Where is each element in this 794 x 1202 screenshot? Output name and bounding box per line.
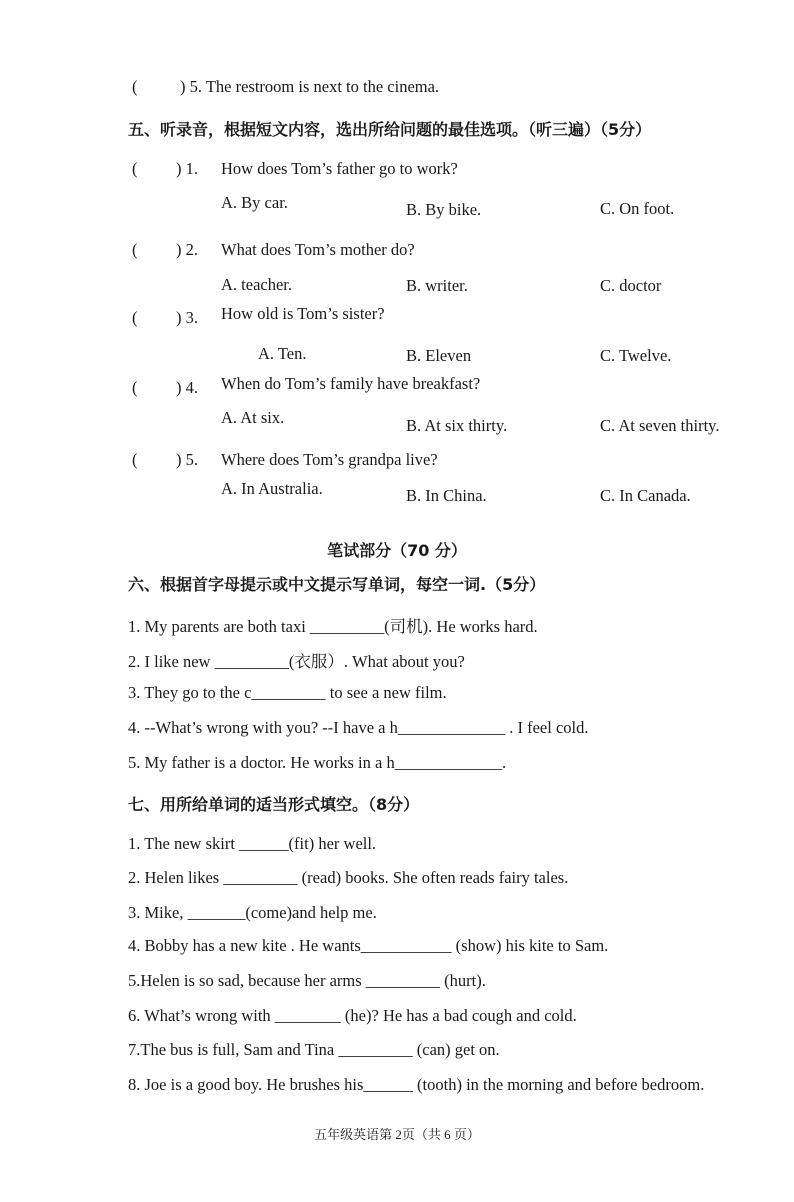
s7-item-5: 5.Helen is so sad, because her arms _________ (hurt).	[128, 971, 486, 990]
q2-number: ) 2.	[176, 240, 198, 259]
q4-option-c: C. At seven thirty.	[600, 416, 720, 435]
top-line-paren: (	[132, 77, 138, 96]
q1-option-a: A. By car.	[221, 193, 288, 212]
top-line-text: ) 5. The restroom is next to the cinema.	[180, 77, 440, 96]
q5-question: Where does Tom’s grandpa live?	[221, 450, 438, 469]
q3-option-a: A. Ten.	[258, 344, 307, 363]
q5-number: ) 5.	[176, 450, 198, 469]
q4-question: When do Tom’s family have breakfast?	[221, 374, 481, 393]
s7-item-3: 3. Mike, _______(come)and help me.	[128, 903, 377, 922]
section7-heading: 七、用所给单词的适当形式填空。（8分）	[128, 795, 420, 814]
q2-question: What does Tom’s mother do?	[221, 240, 415, 259]
q4-option-b: B. At six thirty.	[406, 416, 508, 435]
q4-option-a: A. At six.	[221, 408, 285, 427]
q1-paren: (	[132, 159, 138, 178]
s6-item-3: 3. They go to the c_________ to see a new film.	[128, 683, 447, 702]
section6-heading: 六、根据首字母提示或中文提示写单词，每空一词.（5分）	[128, 575, 546, 594]
q2-option-a: A. teacher.	[221, 275, 293, 294]
page-footer: 五年级英语第 2页（共 6 页）	[314, 1127, 480, 1142]
q1-option-c: C. On foot.	[600, 199, 675, 218]
s7-item-6: 6. What’s wrong with ________ (he)? He has a bad cough and cold.	[128, 1006, 577, 1025]
s6-item-2: 2. I like new _________(衣服）. What about you?	[128, 652, 465, 671]
section5-heading: 五、听录音，根据短文内容，选出所给问题的最佳选项。（听三遍）（5分）	[128, 120, 652, 139]
s7-item-8: 8. Joe is a good boy. He brushes his______ (tooth) in the morning and before bedroom.	[128, 1075, 705, 1094]
q2-paren: (	[132, 240, 138, 259]
q1-question: How does Tom’s father go to work?	[221, 159, 458, 178]
q5-option-c: C. In Canada.	[600, 486, 691, 505]
q4-number: ) 4.	[176, 378, 198, 397]
q3-number: ) 3.	[176, 308, 198, 327]
s6-item-1: 1. My parents are both taxi _________(司机). He works hard.	[128, 617, 538, 636]
q2-option-c: C. doctor	[600, 276, 662, 295]
s6-item-5: 5. My father is a doctor. He works in a h_____________.	[128, 753, 507, 772]
q5-paren: (	[132, 450, 138, 469]
q3-option-b: B. Eleven	[406, 346, 472, 365]
q1-number: ) 1.	[176, 159, 198, 178]
s7-item-4: 4. Bobby has a new kite . He wants___________ (show) his kite to Sam.	[128, 936, 609, 955]
s6-item-4: 4. --What’s wrong with you? --I have a h_____________ . I feel cold.	[128, 718, 589, 737]
q5-option-b: B. In China.	[406, 486, 487, 505]
q3-question: How old is Tom’s sister?	[221, 304, 385, 323]
q3-paren: (	[132, 308, 138, 327]
s7-item-7: 7.The bus is full, Sam and Tina _________ (can) get on.	[128, 1040, 500, 1059]
q4-paren: (	[132, 378, 138, 397]
q3-option-c: C. Twelve.	[600, 346, 672, 365]
q5-option-a: A. In Australia.	[221, 479, 323, 498]
q2-option-b: B. writer.	[406, 276, 468, 295]
s7-item-2: 2. Helen likes _________ (read) books. She often reads fairy tales.	[128, 868, 569, 887]
s7-item-1: 1. The new skirt ______(fit) her well.	[128, 834, 377, 853]
written-part-title: 笔试部分（70 分）	[327, 541, 467, 560]
q1-option-b: B. By bike.	[406, 200, 482, 219]
